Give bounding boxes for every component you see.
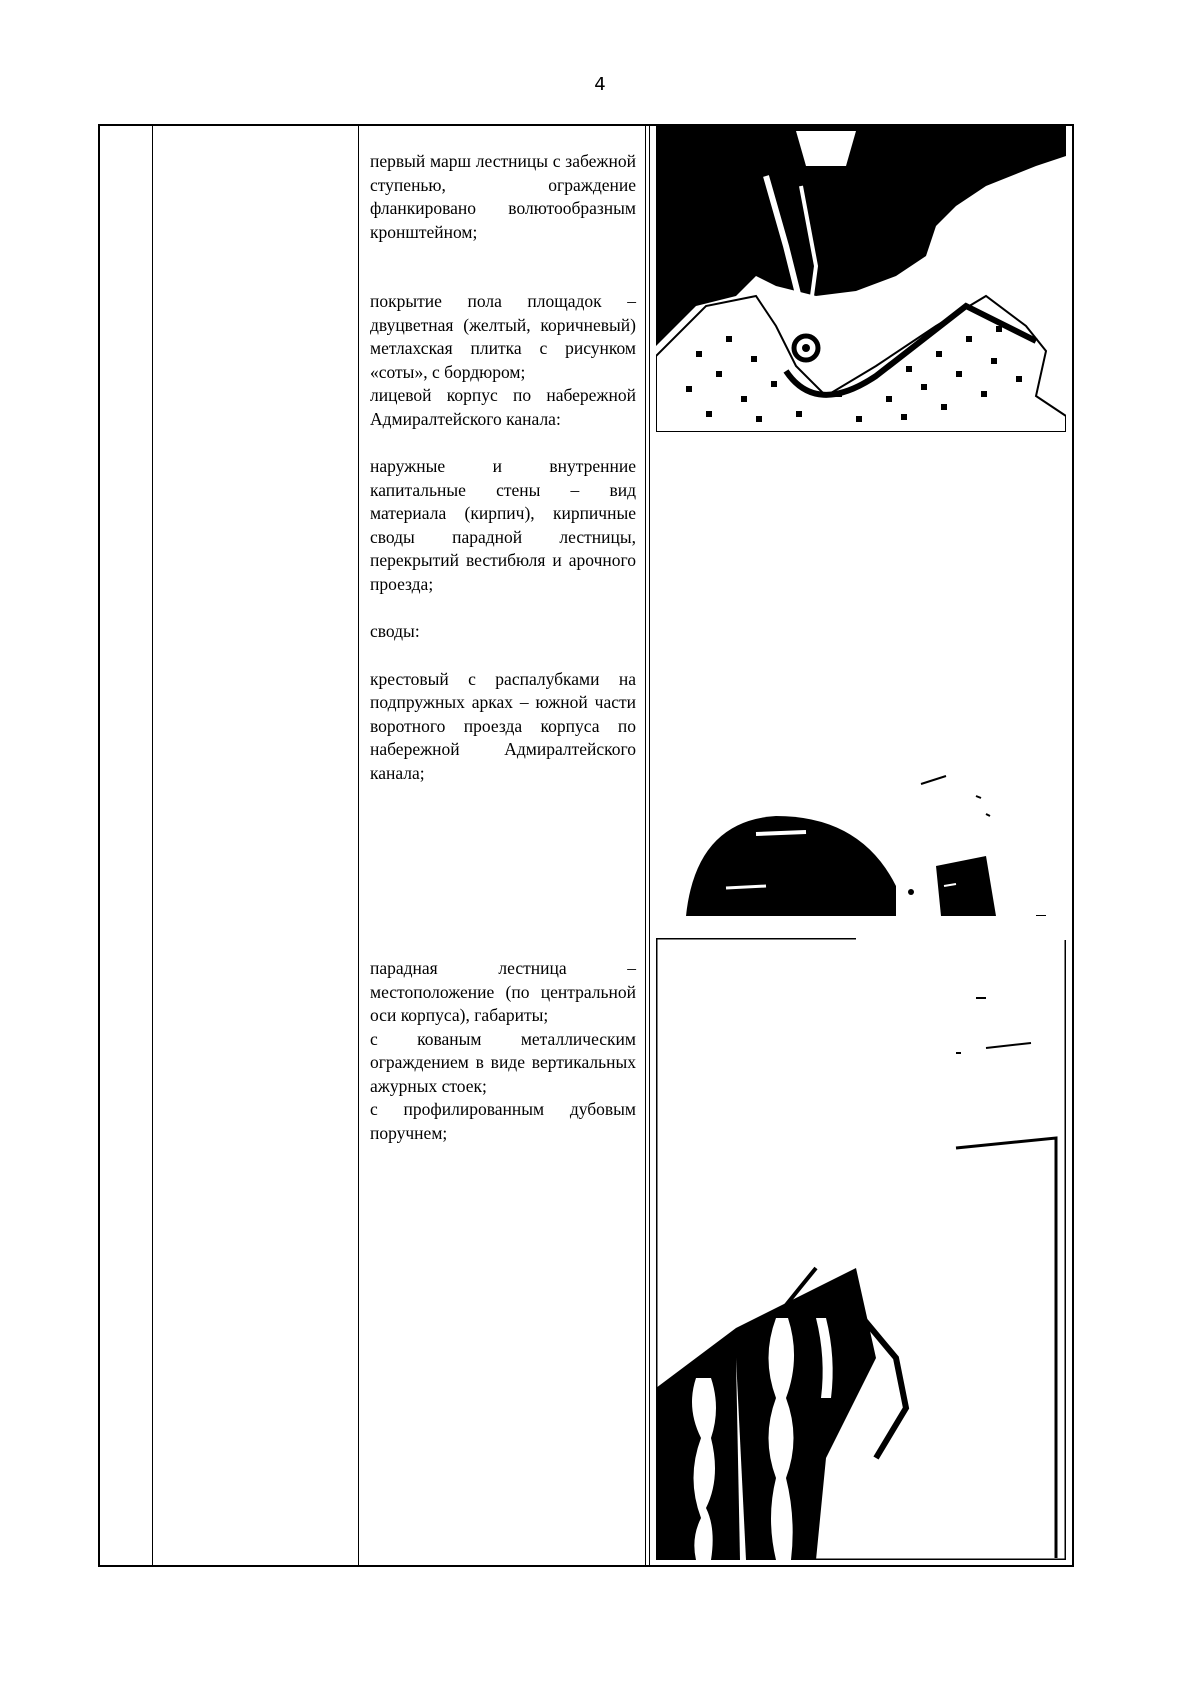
description-item: покрытие пола площадок – двуцветная (желтый, коричневый) метлахская плитка с рисунком «соты», с бордюром;: [370, 291, 636, 382]
description-item: наружные и внутренние капитальные стены – вид материала (кирпич), кирпичные своды парадной лестницы, перекрытий вестибюля и арочного проезда;: [370, 456, 636, 594]
description-item: лицевой корпус по набережной Адмиралтейского канала:: [370, 385, 636, 429]
column-divider-2: [358, 126, 359, 1565]
photo-vault-arch: [656, 756, 1066, 916]
description-item: первый марш лестницы с забежной ступенью, ограждение фланкировано волютообразным кронштейном;: [370, 151, 636, 242]
description-item: своды:: [370, 621, 420, 641]
column-divider-3b: [649, 126, 650, 1565]
description-item: с профилированным дубовым поручнем;: [370, 1099, 636, 1143]
column-divider-3: [645, 126, 646, 1565]
description-item: крестовый с распалубками на подпружных арках – южной части воротного проезда корпуса по набережной Адмиралтейского канала;: [370, 668, 636, 783]
photo-staircase-railing: [656, 938, 1066, 1560]
photo-staircase-volute: [656, 126, 1066, 432]
description-item: с кованым металлическим ограждением в виде вертикальных ажурных стоек;: [370, 1028, 636, 1096]
description-item: парадная лестница – местоположение (по центральной оси корпуса), габариты;: [370, 958, 636, 1025]
column-divider-1: [152, 126, 153, 1565]
description-column: [370, 150, 636, 1145]
page-number: 4: [594, 74, 606, 95]
object-table: [98, 124, 1074, 1567]
